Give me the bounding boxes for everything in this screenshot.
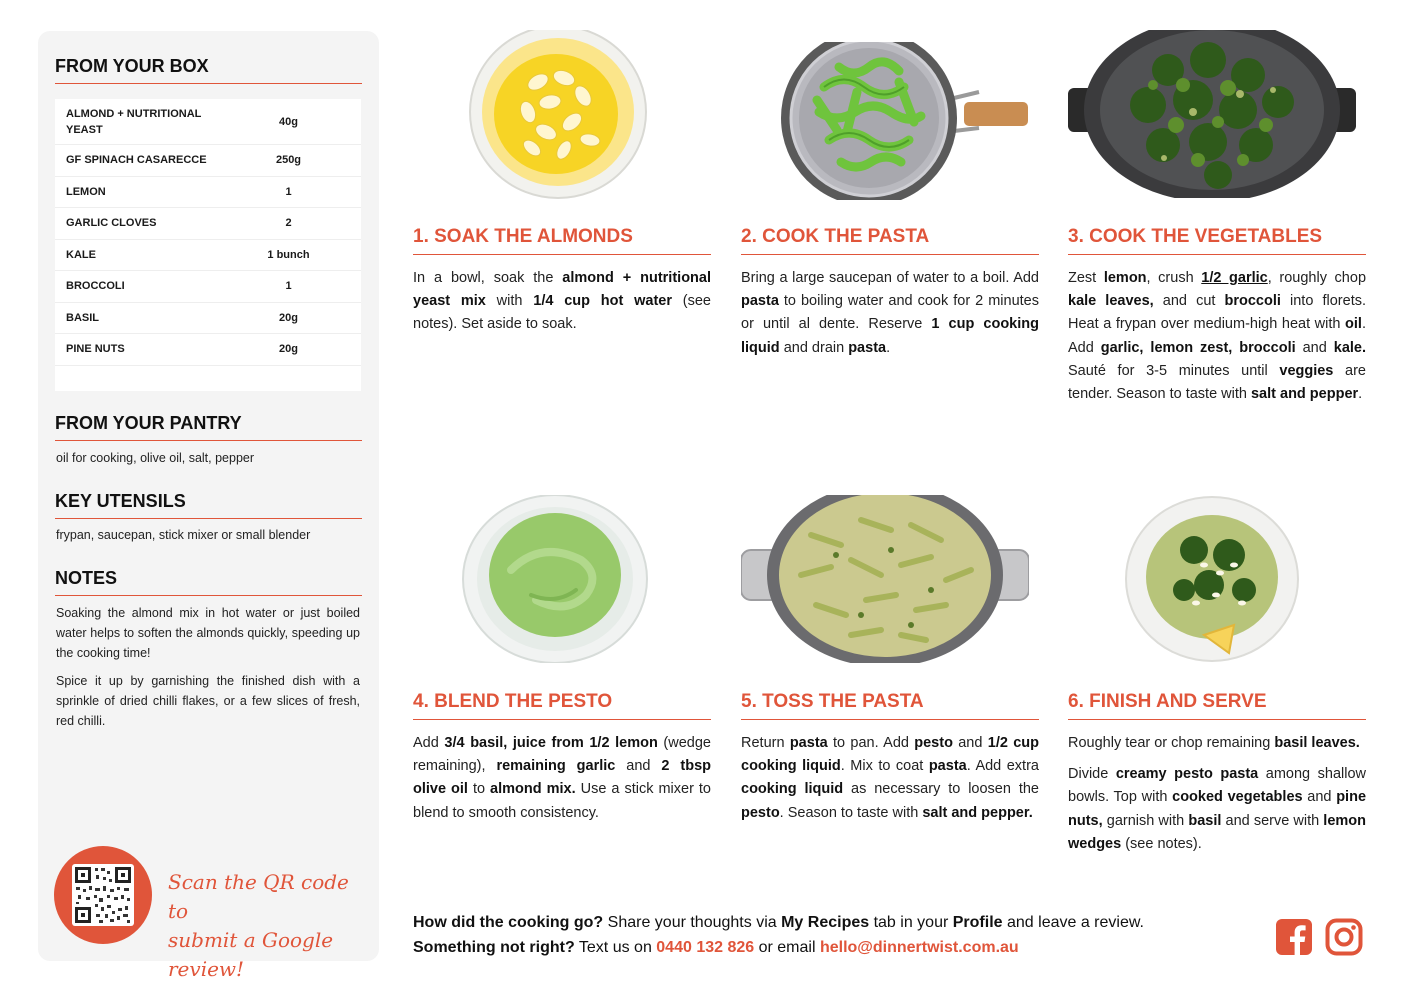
ingredient-highlight: pasta [848,339,887,356]
ingredient-highlight: basil leaves. [1274,735,1360,751]
ingredient-highlight: lemon wedges [1068,812,1366,852]
ingredient-row [55,99,361,145]
box-heading: FROM YOUR BOX [55,56,362,84]
instruction-text: are tender. Season to taste with [1068,362,1366,403]
instruction-text: . Add [1068,316,1366,356]
instruction-text: Bring a large saucepan of water to a boil. Add [741,270,1039,286]
utensils-heading: KEY UTENSILS [55,491,362,519]
qr-caption [168,868,368,984]
instruction-text: and cut [1153,293,1225,310]
ingredient-highlight: lemon [1103,270,1147,286]
ingredient-highlight: veggies [1279,362,1334,379]
ingredient-row [55,303,361,335]
feedback-text-3: and leave a review. [1002,914,1144,931]
feedback-text-1: Share your thoughts via [603,914,782,931]
ingredient-name: GARLIC CLOVES [66,217,157,230]
step-6-paragraph-1 [1068,732,1366,755]
ingredient-row [55,334,361,366]
ingredient-highlight: kale leaves, [1068,293,1154,310]
ingredient-highlight: 1/2 cup cooking liquid [741,735,1039,775]
instruction-text: and [1302,789,1337,806]
qr-badge[interactable] [54,846,152,944]
ingredient-quantity: 20g [279,343,298,356]
ingredient-quantity: 1 [285,185,292,198]
instruction-text: . Season to taste with [779,804,923,821]
ingredient-highlight: kale. [1333,339,1366,356]
ingredient-highlight: pasta [741,293,779,310]
ingredient-quantity: 250g [275,154,302,167]
instruction-text: as necessary to loosen the [843,781,1039,798]
instruction-text: Divide [1068,766,1116,783]
notes-heading: NOTES [55,568,362,596]
sidebar [38,31,379,981]
step-4-paragraph [413,732,711,825]
ingredient-highlight: almond + nutritional yeast mix [413,270,711,310]
finished-dish-photo [1124,495,1304,668]
ingredient-quantity: 1 [285,280,292,293]
instruction-text: , roughly chop [1267,270,1367,286]
tossed-pasta-photo [741,495,1029,668]
instruction-text: . [886,339,891,356]
instruction-text: . [1358,386,1363,403]
step-6-text [1068,732,1366,864]
instruction-text: (wedge remaining), [413,735,711,775]
instruction-text: and [1295,339,1334,356]
instruction-text: to boiling water and cook for 2 minutes or until al dente. Reserve [741,293,1039,333]
instruction-text: to [467,781,491,798]
ingredient-quantity: 2 [285,217,292,230]
instruction-text: . Add extra [966,758,1039,775]
step-6-paragraph-2 [1068,763,1366,856]
ingredient-name: ALMOND + NUTRITIONAL YEAST [66,107,202,136]
instagram-icon[interactable] [1325,918,1363,956]
email-link[interactable]: hello@dinnertwist.com.au [819,939,1019,956]
drained-pasta-photo [779,42,1029,205]
note-2: Spice it up by garnishing the finished dish with a sprinkle of dried chilli flakes, or a few slices of fresh, red chilli. [56,674,360,728]
instruction-text: Add [413,735,445,751]
feedback-text-2: tab in your [869,914,953,931]
step-2-text [741,267,1039,368]
instruction-text: (see notes). Set aside to soak. [413,293,711,333]
instruction-text: into florets. Heat a frypan over medium-high heat with [1068,293,1366,333]
soaked-almonds-photo [468,30,650,205]
ingredient-highlight: pasta [928,758,967,775]
ingredient-highlight: oil [1345,316,1362,333]
phone-link[interactable]: 0440 132 826 [656,939,755,956]
feedback-line-1 [413,910,1263,935]
step-3-paragraph [1068,267,1366,406]
feedback-question: How did the cooking go? [413,914,604,931]
step-1-text [413,267,711,345]
ingredient-row [55,145,361,177]
ingredient-name: BROCCOLI [66,280,125,293]
ingredient-highlight: cooked vegetables [1172,789,1303,806]
ingredient-row [55,177,361,209]
sauteed-vegetables-photo [1068,30,1356,203]
qr-caption-line-1: Scan the QR code to [168,870,349,923]
qr-caption-line-2: submit a Google review! [168,928,334,981]
step-4-text [413,732,711,833]
step-1-title: 1. SOAK THE ALMONDS [413,226,711,255]
ingredient-highlight: 3/4 basil, juice from 1/2 lemon [444,735,658,751]
ingredient-highlight: cooking liquid [741,781,844,798]
ingredient-highlight: pine nuts, [1068,789,1367,829]
ingredient-highlight: creamy pesto pasta [1115,766,1259,783]
feedback-line-2 [413,935,1263,960]
ingredient-highlight: garlic, lemon zest, broccoli [1100,339,1296,356]
ingredient-row [55,208,361,240]
ingredient-highlight: salt and pepper [1250,386,1359,403]
ingredient-highlight: 1/2 garlic [1201,270,1268,286]
ingredient-highlight: pasta [789,735,828,751]
utensils-text: frypan, saucepan, stick mixer or small blender [56,528,311,542]
step-2-title: 2. COOK THE PASTA [741,226,1039,255]
feedback-text-5: or email [754,939,820,956]
my-recipes-label: My Recipes [781,914,870,931]
instruction-text: Sauté for 3-5 minutes until [1068,362,1280,379]
ingredients-table [55,99,361,391]
instruction-text: , crush [1146,270,1202,286]
ingredient-highlight: remaining garlic [496,758,616,775]
ingredient-name: GF SPINACH CASARECCE [66,154,207,167]
ingredient-quantity: 40g [279,115,298,128]
instruction-text: among shallow bowls. Top with [1068,766,1366,806]
step-3-title: 3. COOK THE VEGETABLES [1068,226,1366,255]
ingredient-highlight: 2 tbsp olive oil [413,758,711,798]
instruction-text: and drain [779,339,849,356]
ingredient-row [55,271,361,303]
problem-question: Something not right? [413,939,575,956]
instruction-text: (see notes). [1121,835,1202,852]
instruction-text: Use a stick mixer to blend to smooth consistency. [413,781,711,821]
ingredient-quantity: 1 bunch [267,248,310,261]
note-1: Soaking the almond mix in hot water or just boiled water helps to soften the almonds quickly, speeding up the cooking time! [56,606,360,660]
pesto-photo [461,495,651,668]
ingredient-highlight: almond mix. [490,781,576,798]
qr-code-icon[interactable] [72,864,134,926]
ingredient-highlight: pesto [914,735,953,751]
ingredient-highlight: broccoli [1224,293,1281,310]
profile-label: Profile [952,914,1003,931]
instruction-text: and [615,758,662,775]
ingredient-name: PINE NUTS [66,343,125,356]
ingredient-name: LEMON [66,185,106,198]
step-1-paragraph [413,267,711,337]
instruction-text: In a bowl, soak the [413,270,563,286]
feedback-footer [413,910,1263,960]
ingredient-highlight: pesto [741,804,780,821]
instruction-text: . Mix to coat [840,758,929,775]
step-6-title: 6. FINISH AND SERVE [1068,691,1366,720]
step-5-text [741,732,1039,833]
ingredient-highlight: salt and pepper. [922,804,1033,821]
instruction-text: and [952,735,988,751]
instruction-text: garnish with [1102,812,1189,829]
instruction-text: with [485,293,534,310]
ingredient-highlight: 1 cup cooking liquid [741,316,1039,356]
ingredient-name: KALE [66,248,96,261]
instruction-text: Roughly tear or chop remaining [1068,735,1275,751]
ingredient-row [55,240,361,272]
ingredient-name: BASIL [66,311,99,324]
instruction-text: and serve with [1221,812,1324,829]
step-5-title: 5. TOSS THE PASTA [741,691,1039,720]
step-4-title: 4. BLEND THE PESTO [413,691,711,720]
pantry-heading: FROM YOUR PANTRY [55,413,362,441]
instruction-text: Zest [1068,270,1104,286]
ingredient-highlight: basil [1188,812,1222,829]
pantry-text: oil for cooking, olive oil, salt, pepper [56,451,255,465]
step-2-paragraph [741,267,1039,360]
step-3-text [1068,267,1366,414]
instruction-text: Return [741,735,790,751]
ingredient-quantity: 20g [279,311,298,324]
instruction-text: to pan. Add [827,735,915,751]
ingredient-highlight: 1/4 cup hot water [533,293,672,310]
feedback-text-4: Text us on [574,939,657,956]
facebook-icon[interactable] [1275,918,1313,956]
step-5-paragraph [741,732,1039,825]
